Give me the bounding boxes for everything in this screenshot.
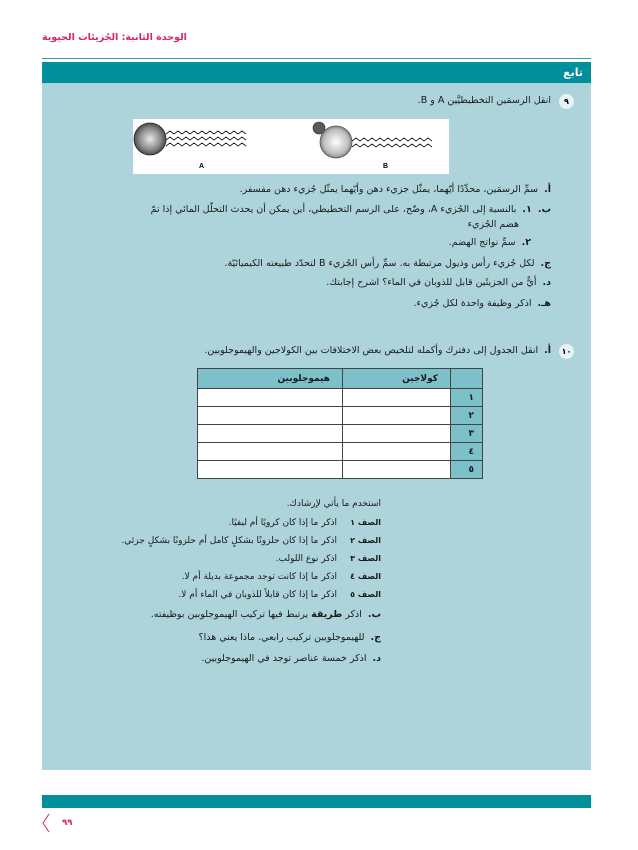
guide-row-1: الصف ١اذكر ما إذا كان كرويًا أم ليفيًا. xyxy=(228,518,381,528)
q10-part-d: د.اذكر خمسة عناصر توجد في الهيموجلوبين. xyxy=(201,653,381,664)
header-rule xyxy=(42,58,591,59)
molecule-figure xyxy=(133,119,449,174)
q10-part-a: أ.انقل الجدول إلى دفترك وأكمله لتلخيص بعض الاختلافات بين الكولاجين والهيموجلوبين. xyxy=(204,345,551,356)
table-row: ٥ xyxy=(198,461,483,479)
guide-intro: استخدم ما يأتي لإرشادك. xyxy=(286,499,381,509)
column-header-collagen: كولاجين xyxy=(342,369,450,389)
q9-part-a: أ.سمِّ الرسمَين، محدِّدًا أيّهما، يمثّل جزيء دهن وأيّهما يمثّل جُزيء دهن مفسفر. xyxy=(239,184,551,195)
svg-text:B: B xyxy=(383,163,389,170)
question-10-number: ١٠ xyxy=(559,344,574,359)
q10-part-b: ب.اذكر طريقة يرتبط فيها تركيب الهيموجلوبين بوظيفته. xyxy=(150,609,381,620)
q10-part-c: ج.للهيموجلوبين تركيب رابعي. ماذا يعني هذا؟ xyxy=(198,632,381,643)
continued-bar xyxy=(42,62,591,83)
cell-hemoglobin xyxy=(198,443,343,461)
question-9-number: ٩ xyxy=(559,94,574,109)
cell-hemoglobin xyxy=(198,407,343,425)
page-number: ٩٩ xyxy=(62,818,73,828)
table-row: ٢ xyxy=(198,407,483,425)
cell-collagen xyxy=(342,407,450,425)
table-row: ٤ xyxy=(198,443,483,461)
q9-part-d: د.أيٌّ من الجزيئَين قابل للذوبان في الماء؟ اشرح إجابتك. xyxy=(326,277,551,288)
molecule-diagram-icon xyxy=(133,119,449,174)
q9-part-b1: ب.١.بالنسبة إلى الجُزيء A، وضّح، على الرسم التخطيطي، أين يمكن أن يحدث التحلّل المائي إذا تمّ xyxy=(150,204,551,215)
column-header-hemoglobin: هيموجلوبين xyxy=(198,369,343,389)
q9-part-e: هـ.اذكر وظيفة واحدة لكل جُزيء. xyxy=(413,298,551,309)
table-row: ١ xyxy=(198,389,483,407)
comparison-table xyxy=(197,368,483,479)
question-9-prompt: انقل الرسمَين التخطيطيَّين A و B. xyxy=(417,95,551,106)
q9-part-b2: ٢.سمِّ نواتج الهضم. xyxy=(448,237,531,248)
content-panel xyxy=(42,62,591,770)
guide-row-3: الصف ٣اذكر نوع اللولب. xyxy=(275,554,381,564)
guide-row-2: الصف ٢اذكر ما إذا كان حلزونًا بشكلٍ كامل أم حلزونًا بشكلٍ جزئي. xyxy=(121,536,381,546)
cell-hemoglobin xyxy=(198,461,343,479)
table-corner xyxy=(451,369,483,389)
unit-title: الوحدة الثانية: الجُزيئات الحيوية xyxy=(42,32,187,43)
cell-hemoglobin xyxy=(198,425,343,443)
svg-text:A: A xyxy=(199,163,205,170)
chevron-left-icon xyxy=(41,813,51,833)
q9-part-c: ج.لكل جُزيء رأس وذيول مرتبطة به. سمِّ رأس الجُزيء B لتحدّد طبيعته الكيميائيّة. xyxy=(224,258,551,269)
table-row: ٣ xyxy=(198,425,483,443)
cell-collagen xyxy=(342,425,450,443)
cell-hemoglobin xyxy=(198,389,343,407)
cell-collagen xyxy=(342,443,450,461)
guide-row-5: الصف ٥اذكر ما إذا كان قابلاً للذوبان في الماء أم لا. xyxy=(178,590,381,600)
q9-part-b1-cont: هضم الجُزيء xyxy=(467,219,519,230)
guide-row-4: الصف ٤اذكر ما إذا كانت توجد مجموعة بديلة أم لا. xyxy=(181,572,381,582)
footer-bar xyxy=(42,795,591,808)
cell-collagen xyxy=(342,389,450,407)
cell-collagen xyxy=(342,461,450,479)
continued-label: تابع xyxy=(563,66,583,79)
